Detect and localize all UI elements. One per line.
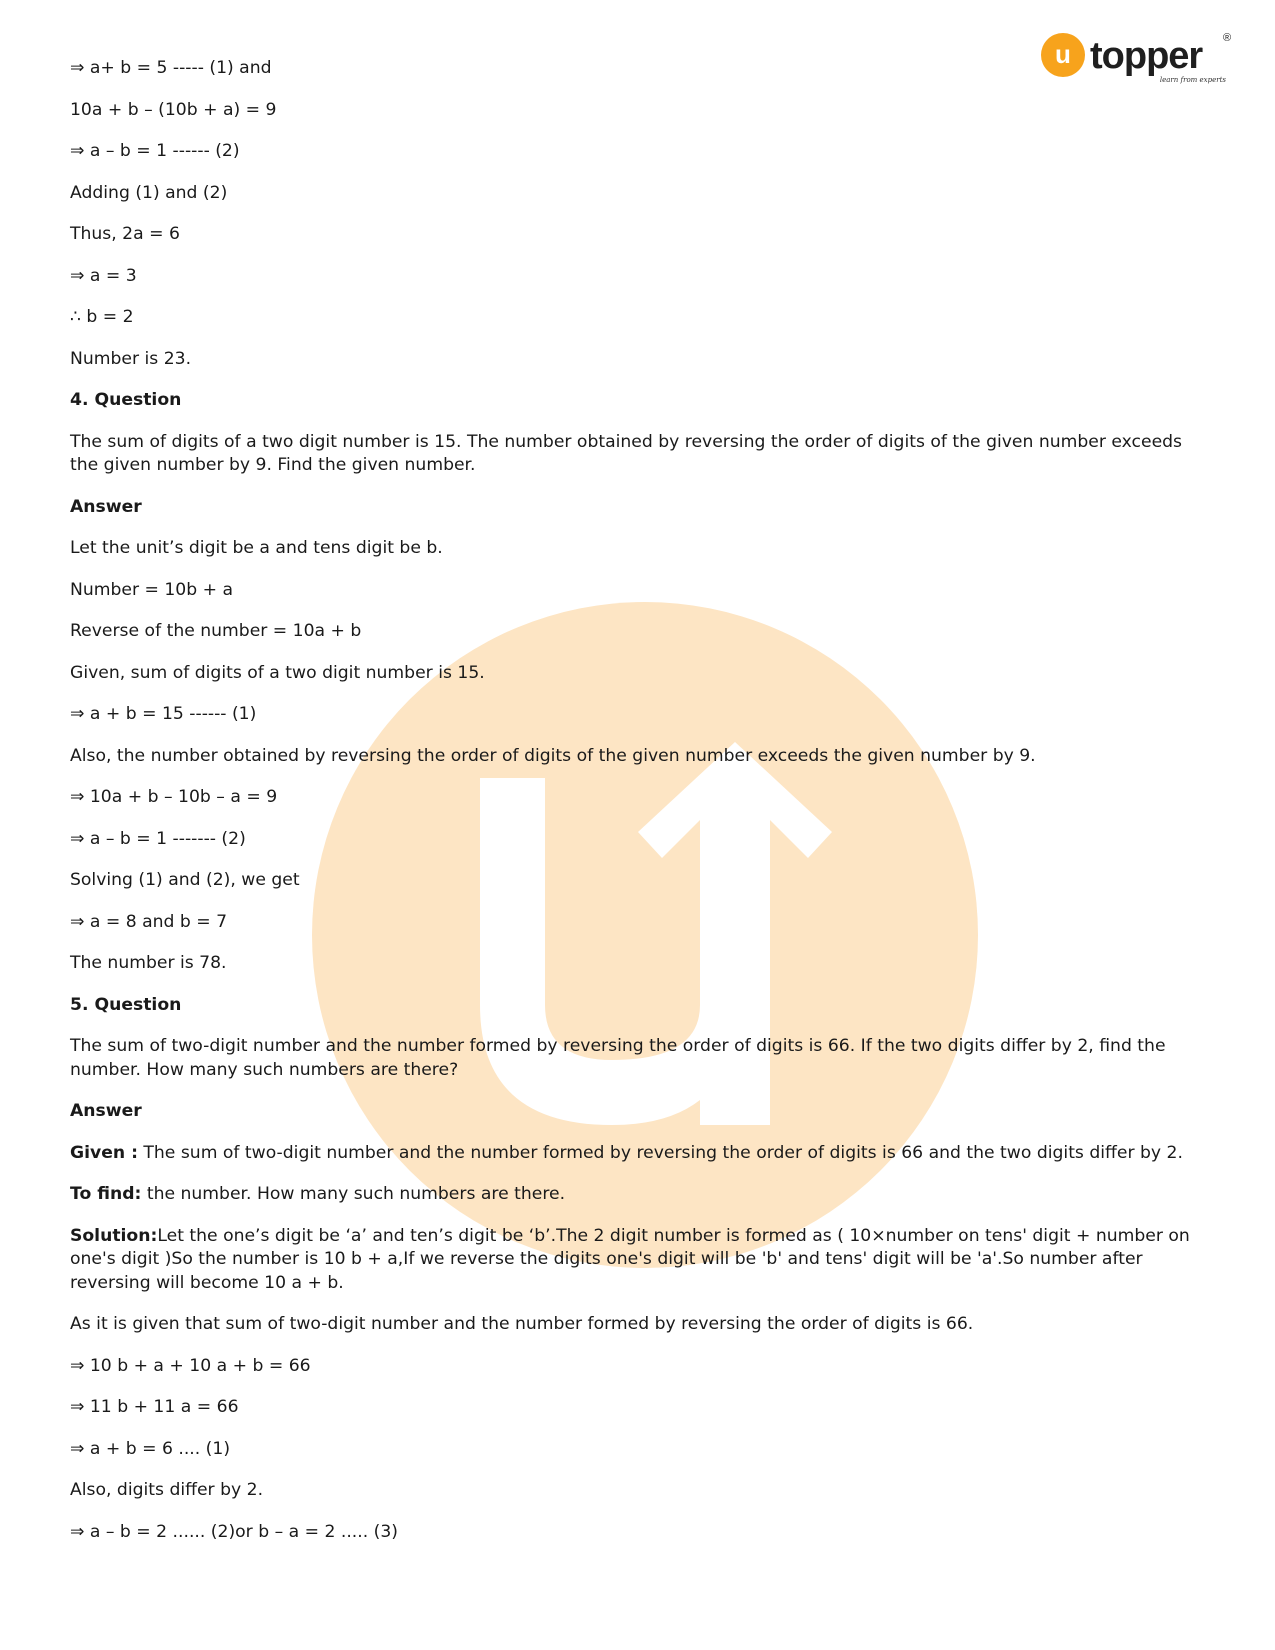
topper-logo bbox=[1040, 28, 1240, 88]
solution-text: Let the one’s digit be ‘a’ and ten’s digit be ‘b’.The 2 digit number is formed as ( 10×number on tens' digit + number on one's digit )So the number is 10 b + a,If we reverse the digits one's digit will be 'b' and tens' digit will be 'a'.So number after reversing will become 10 a + b. bbox=[70, 1225, 1190, 1293]
text-line: Adding (1) and (2) bbox=[70, 182, 228, 203]
logo-letter: u bbox=[1055, 39, 1071, 69]
text-line: ⇒ a+ b = 5 ----- (1) and bbox=[70, 58, 272, 78]
question-4-heading: 4. Question bbox=[70, 390, 182, 410]
text-line: ⇒ a – b = 2 ...... (2)or b – a = 2 ..... (3) bbox=[70, 1521, 399, 1542]
document-body bbox=[70, 57, 1210, 1562]
logo-registered-mark: ® bbox=[1223, 32, 1232, 44]
text-line: ⇒ 10 b + a + 10 a + b = 66 bbox=[70, 1355, 311, 1376]
text-line: Let the unit’s digit be a and tens digit be b. bbox=[70, 538, 443, 558]
text-line: ⇒ a + b = 6 .... (1) bbox=[70, 1438, 231, 1459]
answer-5-heading: Answer bbox=[70, 1101, 142, 1121]
text-line: ⇒ a = 8 and b = 7 bbox=[70, 911, 228, 932]
to-find-text: the number. How many such numbers are there. bbox=[141, 1184, 566, 1204]
logo-wordmark: topper bbox=[1090, 35, 1203, 77]
solution-paragraph bbox=[70, 1225, 1210, 1314]
logo-tagline: learn from experts bbox=[1159, 76, 1226, 84]
text-line: ⇒ a + b = 15 ------ (1) bbox=[70, 704, 257, 724]
text-line: 10a + b – (10b + a) = 9 bbox=[70, 99, 277, 120]
question-4-text: The sum of digits of a two digit number is 15. The number obtained by reversing the order of digits of the given number exceeds the given number by 9. Find the given number. bbox=[70, 431, 1183, 475]
text-line: Number = 10b + a bbox=[70, 579, 234, 600]
text-line: ⇒ a – b = 1 ------ (2) bbox=[70, 141, 240, 161]
text-line: ⇒ a = 3 bbox=[70, 265, 137, 286]
text-line: ⇒ a – b = 1 ------- (2) bbox=[70, 828, 246, 849]
text-line: Given, sum of digits of a two digit number is 15. bbox=[70, 662, 485, 683]
text-line: Reverse of the number = 10a + b bbox=[70, 621, 362, 641]
question-5-heading: 5. Question bbox=[70, 994, 182, 1015]
to-find-paragraph bbox=[70, 1183, 1210, 1225]
text-line: ∴ b = 2 bbox=[70, 307, 134, 327]
text-line: ⇒ 11 b + 11 a = 66 bbox=[70, 1397, 239, 1417]
text-line: Also, the number obtained by reversing the order of digits of the given number exceeds the given number by 9. bbox=[70, 745, 1036, 766]
text-line: Also, digits differ by 2. bbox=[70, 1480, 264, 1500]
solution-label: Solution: bbox=[70, 1225, 158, 1246]
question-5-text: The sum of two-digit number and the number formed by reversing the order of digits is 66. If the two digits differ by 2, find the number. How many such numbers are there? bbox=[70, 1036, 1166, 1080]
given-label: Given : bbox=[70, 1142, 138, 1163]
answer-4-heading: Answer bbox=[70, 496, 142, 517]
text-line: ⇒ 10a + b – 10b – a = 9 bbox=[70, 787, 278, 807]
given-text: The sum of two-digit number and the number formed by reversing the order of digits is 66 and the two digits differ by 2. bbox=[137, 1142, 1183, 1163]
text-line: The number is 78. bbox=[70, 953, 227, 973]
to-find-label: To find: bbox=[70, 1184, 142, 1204]
text-line: As it is given that sum of two-digit number and the number formed by reversing the order of digits is 66. bbox=[70, 1314, 974, 1334]
text-line: Solving (1) and (2), we get bbox=[70, 870, 300, 890]
text-line: Number is 23. bbox=[70, 348, 192, 369]
given-paragraph bbox=[70, 1142, 1210, 1184]
text-line: Thus, 2a = 6 bbox=[70, 224, 180, 244]
